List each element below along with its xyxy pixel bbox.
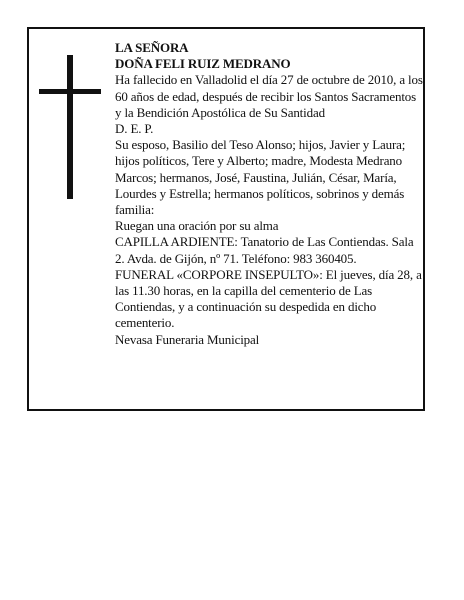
funeral-home: Nevasa Funeraria Municipal xyxy=(115,331,260,347)
prayer-request: Ruegan una oración por su alma xyxy=(115,218,279,234)
cross-vertical-bar xyxy=(67,55,73,199)
obituary-text xyxy=(115,40,423,348)
obituary-title: LA SEÑORA xyxy=(115,40,189,55)
cross-horizontal-bar xyxy=(39,89,101,94)
dep-line: D. E. P. xyxy=(115,121,154,137)
death-announcement: Ha fallecido en Valladolid el día 27 de octubre de 2010, a los 60 años de edad, después de recibir los Santos Sacramentos y la Bendición Apostólica de Su Santidad xyxy=(115,72,423,120)
funeral-info: FUNERAL «CORPORE INSEPULTO»: El jueves, día 28, a las 11.30 horas, en la capilla del cementerio de Las Contiendas, y a continuación su despedida en dicho cementerio. xyxy=(115,266,422,331)
chapel-info: CAPILLA ARDIENTE: Tanatorio de Las Contiendas. Sala 2. Avda. de Gijón, nº 71. Teléfono: 983 360405. xyxy=(115,234,414,266)
cross-icon xyxy=(39,55,101,199)
family-list: Su esposo, Basilio del Teso Alonso; hijos, Javier y Laura; hijos políticos, Tere y Alberto; madre, Modesta Medrano Marcos; hermanos, José, Faustina, Julián, César, María, Lourdes y Estrella; hermanos políticos, sobrinos y demás familia: xyxy=(115,137,406,218)
obituary-notice xyxy=(27,27,425,411)
deceased-name: DOÑA FELI RUIZ MEDRANO xyxy=(115,56,291,72)
